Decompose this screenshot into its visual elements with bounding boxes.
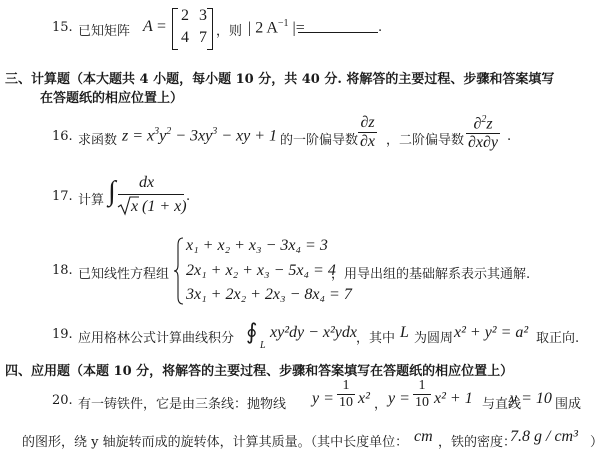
q15-text: 已知矩阵 (78, 24, 131, 39)
q19-circle: x² + y² = a² (454, 324, 529, 341)
q18-number: 18. (52, 263, 73, 278)
q16-text3: ，二阶偏导数 (386, 133, 465, 148)
q20-number: 20. (52, 393, 73, 408)
q17-denominator-rest: (1 + x) (142, 198, 187, 215)
matrix-right-bracket (207, 8, 213, 50)
q17-text: 计算 (78, 193, 105, 208)
q19-contour-sub: L (260, 340, 266, 351)
q17-numerator: dx (139, 174, 155, 191)
q20-line2-text: 的图形，绕 y 轴旋转而成的旋转体，计算其质量。（其中长度单位： (22, 435, 409, 450)
q20-curve1-x: x² (358, 390, 370, 407)
section-3-line2: 在答题纸的相应位置上） (40, 91, 184, 106)
q17-number: 17. (52, 189, 73, 204)
q20-line: y = 10 (510, 390, 552, 407)
q16-number: 16. (52, 129, 73, 144)
q20-comma: ， (374, 397, 388, 412)
matrix-a21: 4 (181, 29, 189, 46)
q18-tail: ，用导出组的基础解系表示其通解. (331, 267, 531, 282)
q15-text-middle: ，则 (216, 24, 243, 39)
matrix-a12: 3 (199, 7, 207, 24)
q18-equation-2: 2x₁ + x₂ + x₃ − 5x₄ = 4 (186, 262, 336, 279)
q15-dot: . (378, 20, 383, 35)
q16-text2: 的一阶偏导数 (280, 133, 359, 148)
q19-text2: ，其中 (356, 331, 396, 346)
q20-line2-mid: ，铁的密度： (438, 435, 517, 450)
q20-curve2-lhs: y = (388, 390, 410, 407)
section-4-line: 四、应用题（本题 10 分，将解答的主要过程、步骤和答案填写在答题纸的相应位置上） (5, 364, 514, 379)
q15-expr: | 2 $A^{-1}$ |= (248, 18, 305, 37)
q16-text1: 求函数 (78, 133, 118, 148)
q16-first-partial: $\frac{\partial z}{\partial x}$ (360, 114, 376, 150)
q15-equals: = (157, 18, 167, 35)
matrix-a11: 2 (181, 7, 189, 24)
q20-unit-cm: cm (414, 428, 433, 445)
q20-text1: 有一铸铁件，它是由三条线：抛物线 (78, 397, 287, 412)
q18-equation-1: x₁ + x₂ + x₃ − 3x₄ = 3 (186, 237, 328, 254)
q15-answer-blank (298, 20, 378, 33)
q19-text3: 为圆周 (414, 331, 454, 346)
q19-text1: 应用格林公式计算曲线积分 (78, 331, 235, 346)
q16-function: $z = x^3y^2 - 3xy^3$ − xy + 1 (122, 126, 278, 145)
matrix-a22: 7 (199, 29, 207, 46)
q18-system-brace (174, 237, 184, 305)
q15-matrix-var: A (143, 18, 153, 35)
q16-second-partial: $\frac{\partial^2z}{\partial x\partial y}$ (468, 114, 499, 152)
q16-end: . (507, 129, 512, 144)
section-3-line1: 三、计算题（本大题共 4 小题，每小题 10 分，共 40 分. 将解答的主要过程、步骤和答案填写 (5, 72, 555, 87)
q19-contour-integral: ∮ (246, 319, 258, 344)
q20-text3: 围成 (555, 397, 582, 412)
q15-number: 15. (52, 20, 73, 35)
matrix-left-bracket (172, 8, 178, 50)
q19-number: 19. (52, 327, 73, 342)
q20-curve1-lhs: y = (312, 390, 334, 407)
q20-curve2-fraction: $\frac{1}{10}$ (415, 378, 429, 410)
q17-integral-sign: ∫ (108, 176, 116, 207)
q19-text4: 取正向. (536, 331, 580, 346)
q17-fraction-bar (118, 194, 184, 195)
q20-curve1-fraction: $\frac{1}{10}$ (339, 378, 353, 410)
q17-sqrt-arg: x (131, 198, 139, 215)
q18-text: 已知线性方程组 (78, 267, 170, 282)
q20-curve2-x: x² + 1 (434, 390, 473, 407)
q17-end: . (186, 189, 191, 204)
q20-density: 7.8 g / cm³ (510, 428, 578, 445)
q19-L: L (400, 324, 409, 341)
q18-equation-3: 3x₁ + 2x₂ + 2x₃ − 8x₄ = 7 (186, 286, 352, 303)
q20-text2: 与直线 (482, 397, 522, 412)
q20-line2-end: ） (590, 435, 604, 450)
q19-integrand: xy²dy − x²ydx (270, 324, 357, 341)
